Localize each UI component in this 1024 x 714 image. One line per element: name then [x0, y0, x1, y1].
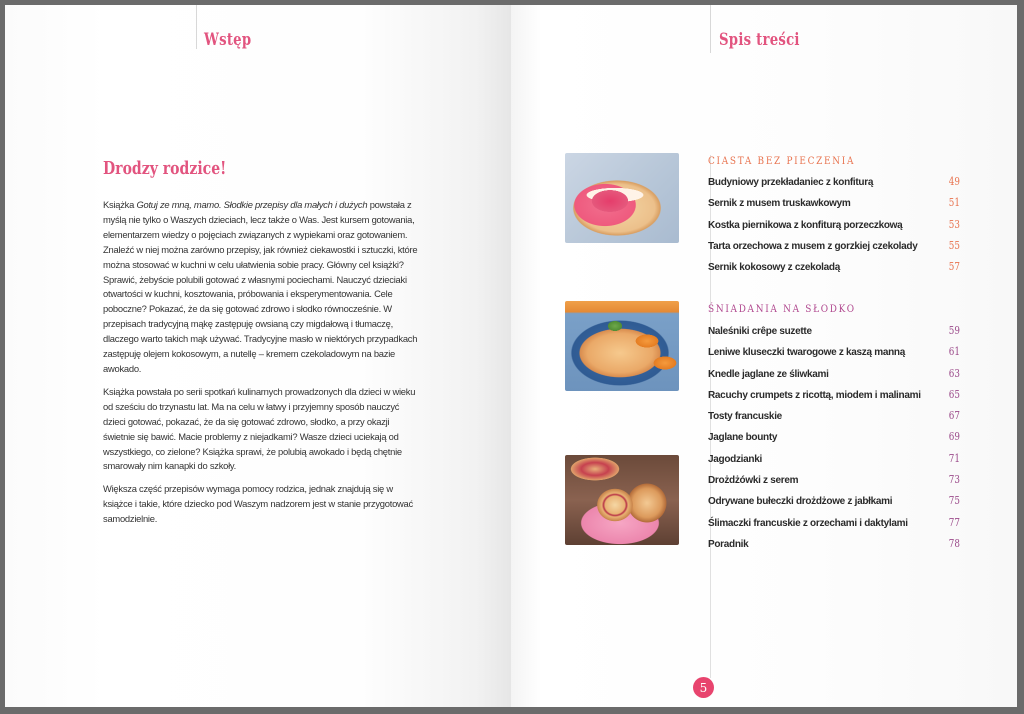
toc-item-label: Drożdżówki z serem — [708, 475, 799, 487]
toc-item-page: 55 — [948, 238, 960, 252]
toc-item-page: 75 — [948, 494, 960, 508]
toc-item[interactable] — [708, 324, 960, 345]
sweet-roll-illustration — [565, 455, 679, 545]
toc-item-page: 53 — [948, 217, 960, 231]
header-rule — [196, 5, 197, 49]
toc-item-label: Tosty francuskie — [708, 411, 782, 423]
toc-item-page: 59 — [948, 324, 960, 337]
toc-item-label: Racuchy crumpets z ricottą, miodem i malinami — [708, 389, 921, 401]
page-header-title: Wstęp — [204, 30, 252, 50]
text: Książka — [103, 199, 137, 210]
toc-item-page: 69 — [948, 430, 960, 444]
toc-item[interactable] — [708, 196, 960, 217]
toc-list-sniadania — [708, 324, 960, 558]
toc-item-label: Odrywane bułeczki drożdżowe z jabłkami — [708, 496, 893, 508]
toc-item-label: Leniwe kluseczki twarogowe z kaszą manną — [708, 347, 905, 359]
toc-item-page: 51 — [948, 196, 960, 210]
toc-item[interactable] — [708, 345, 960, 366]
toc-list-ciasta — [708, 175, 960, 281]
toc-item-label: Tarta orzechowa z musem z gorzkiej czekolady — [708, 240, 918, 252]
strawberry-cake-illustration — [565, 153, 679, 243]
paragraph-3: Większa część przepisów wymaga pomocy rodzica, jednak znajdują się w książce i takie, które dziecko pod Waszym nadzorem jest w stanie przygotować samodzielnie. — [103, 483, 413, 525]
toc-item-page: 61 — [948, 345, 960, 359]
paragraph-2: Książka powstała po serii spotkań kulinarnych prowadzonych dla dzieci w wieku od sześciu do trzynastu lat. Ma na celu w łatwy i przyjemny sposób nauczyć dzieci gotować, pokazać, że da się gotować zdrowo, słodko, a przy okazji świetnie się bawić. Macie problemy z niejadkami? Wasze dzieci uciekają od wszystkiego, co zielone? Książka sprawi, że polubią awokado i będą chętnie smarowały nim kanapki do szkoły. — [103, 385, 416, 472]
toc-item-page: 67 — [948, 409, 960, 423]
toc-section-title-ciasta: CIASTA BEZ PIECZENIA — [708, 155, 856, 167]
toc-section-title-sniadania: ŚNIADANIA NA SŁODKO — [708, 303, 856, 315]
toc-item-label: Sernik z musem truskawkowym — [708, 198, 851, 210]
crepe-suzette-illustration — [565, 301, 679, 391]
toc-item[interactable] — [708, 175, 960, 196]
toc-item-label: Jaglane bounty — [708, 432, 778, 444]
toc-item[interactable] — [708, 537, 960, 558]
toc-item[interactable] — [708, 494, 960, 515]
toc-item-label: Knedle jaglane ze śliwkami — [708, 368, 829, 380]
toc-item[interactable] — [708, 409, 960, 430]
page-header-title: Spis treści — [719, 30, 800, 50]
toc-item-page: 65 — [948, 387, 960, 401]
toc-item-label: Jagodzianki — [708, 453, 762, 465]
page-number-badge: 5 — [693, 677, 714, 698]
toc-item[interactable] — [708, 218, 960, 239]
toc-item-page: 78 — [948, 536, 960, 550]
toc-item[interactable] — [708, 452, 960, 473]
book-title: Gotuj ze mną, mamo. Słodkie przepisy dla małych i dużych — [136, 199, 368, 210]
toc-item-page: 71 — [948, 451, 960, 465]
toc-item[interactable] — [708, 430, 960, 451]
toc-item-label: Budyniowy przekładaniec z konfiturą — [708, 177, 874, 188]
toc-item-page: 57 — [948, 260, 960, 274]
toc-item-label: Poradnik — [708, 538, 749, 550]
toc-item[interactable] — [708, 367, 960, 388]
greeting-heading: Drodzy rodzice! — [103, 158, 227, 179]
text: powstała z myślą nie tylko o Waszych dzieciach, lecz także o Was. Jest kursem gotowania, elementarzem wiedzy o pojęciach związanych z wypiekami oraz gotowaniem. Znaleźć w niej można zarówno przepisy, jak również ciekawostki i sztuczki, które można stosować w kuchni w celu ułatwienia sobie pracy. Główny cel książki? Sprawić, żebyście polubili gotować z własnymi pociechami. Nauczyć dzieciaki otwartości w kuchni, kosztowania, próbowania i eksperymentowania. Cele poboczne? Pokazać, że da się gotować zdrowo i słodko równocześnie. W przepisach tradycyjną mąkę zastępuję owsianą czy migdałową i tłumaczę, dlaczego warto takich mąk używać. Tradycyjne masło w niektórych przypadkach zastępuję olejem kokosowym, a nutellę – kremem czekoladowym na bazie awokado. — [103, 199, 418, 374]
toc-item[interactable] — [708, 260, 960, 281]
paragraph-1 — [103, 198, 423, 377]
intro-text — [103, 198, 423, 535]
toc-item-label: Kostka piernikowa z konfiturą porzeczkową — [708, 219, 903, 231]
header-rule — [710, 5, 711, 53]
toc-item-label: Sernik kokosowy z czekoladą — [708, 262, 840, 274]
toc-item-page: 49 — [948, 175, 960, 188]
toc-item[interactable] — [708, 473, 960, 494]
toc-item-label: Ślimaczki francuskie z orzechami i daktylami — [708, 517, 908, 529]
toc-item-label: Naleśniki crêpe suzette — [708, 326, 812, 337]
toc-item[interactable] — [708, 388, 960, 409]
toc-item[interactable] — [708, 516, 960, 537]
toc-item-page: 77 — [948, 515, 960, 529]
toc-item-page: 63 — [948, 366, 960, 380]
toc-item-page: 73 — [948, 473, 960, 487]
toc-item[interactable] — [708, 239, 960, 260]
